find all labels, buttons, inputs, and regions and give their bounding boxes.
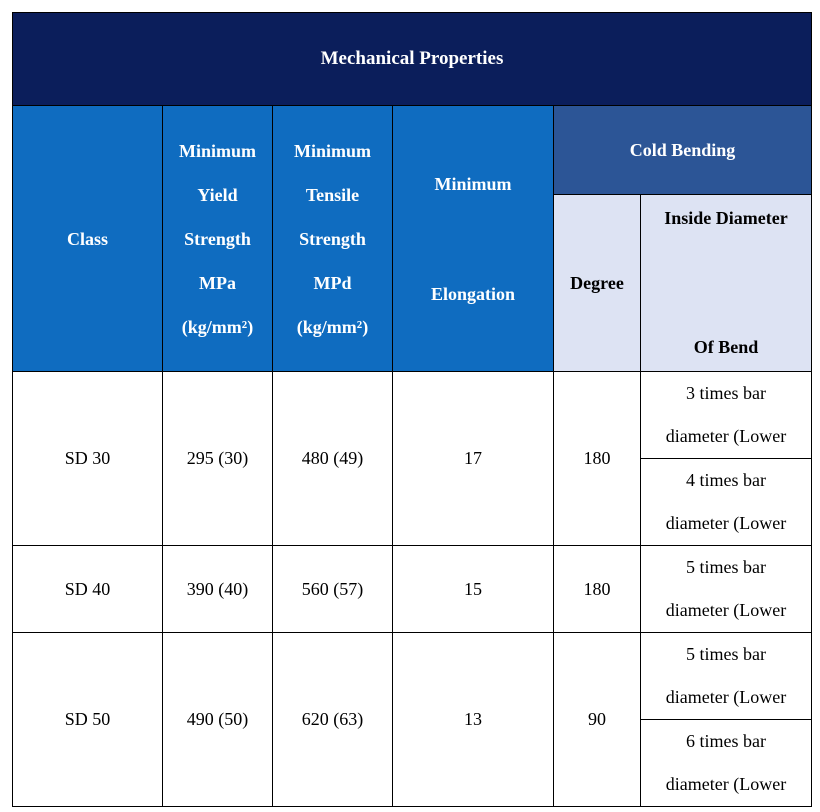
row-yield: 295 (30) xyxy=(163,372,273,546)
bend-line: 3 times bar xyxy=(686,383,766,403)
header-tensile-strength xyxy=(273,106,393,372)
row-yield: 390 (40) xyxy=(163,546,273,633)
row-class: SD 40 xyxy=(13,546,163,633)
row-degree: 90 xyxy=(554,633,641,807)
header-yield-line: Minimum xyxy=(178,140,256,161)
header-elongation-line: Elongation xyxy=(430,283,516,304)
header-tensile-line: Minimum xyxy=(293,140,371,161)
row-class: SD 30 xyxy=(13,372,163,546)
header-tensile-line: MPd xyxy=(313,272,352,293)
row-elongation: 13 xyxy=(393,633,554,807)
bend-line: diameter (Lower xyxy=(665,774,787,794)
table-title: Mechanical Properties xyxy=(13,13,812,106)
header-elongation xyxy=(393,106,554,372)
bend-line: diameter (Lower xyxy=(665,600,787,620)
header-elongation-line: Minimum xyxy=(434,173,512,194)
row-bend xyxy=(641,633,812,720)
row-degree: 180 xyxy=(554,372,641,546)
row-tensile: 560 (57) xyxy=(273,546,393,633)
row-bend xyxy=(641,546,812,633)
header-inside-diameter-line: Inside Diameter xyxy=(664,208,788,228)
header-yield-line: Strength xyxy=(184,228,251,249)
mechanical-properties-table xyxy=(12,12,812,807)
header-yield-line: (kg/mm²) xyxy=(181,316,254,337)
row-class: SD 50 xyxy=(13,633,163,807)
bend-line: diameter (Lower xyxy=(665,687,787,707)
header-class: Class xyxy=(13,106,163,372)
header-yield-strength xyxy=(163,106,273,372)
row-bend xyxy=(641,459,812,546)
header-cold-bending: Cold Bending xyxy=(554,106,812,195)
row-bend xyxy=(641,720,812,807)
header-yield-line: MPa xyxy=(199,272,236,293)
bend-line: diameter (Lower xyxy=(665,513,787,533)
bend-line: 4 times bar xyxy=(686,470,766,490)
bend-line: 5 times bar xyxy=(686,557,766,577)
row-yield: 490 (50) xyxy=(163,633,273,807)
bend-line: 6 times bar xyxy=(686,731,766,751)
header-tensile-line: (kg/mm²) xyxy=(296,316,369,337)
row-tensile: 480 (49) xyxy=(273,372,393,546)
row-degree: 180 xyxy=(554,546,641,633)
bend-line: diameter (Lower xyxy=(665,426,787,446)
row-elongation: 17 xyxy=(393,372,554,546)
header-tensile-line: Strength xyxy=(299,228,366,249)
bend-line: 5 times bar xyxy=(686,644,766,664)
row-tensile: 620 (63) xyxy=(273,633,393,807)
mechanical-properties-table-wrapper xyxy=(12,12,811,800)
header-inside-diameter xyxy=(641,195,812,372)
header-inside-diameter-line: Of Bend xyxy=(693,337,759,357)
header-yield-line: Yield xyxy=(197,184,238,205)
row-bend xyxy=(641,372,812,459)
row-elongation: 15 xyxy=(393,546,554,633)
header-degree: Degree xyxy=(554,195,641,372)
header-tensile-line: Tensile xyxy=(305,184,360,205)
